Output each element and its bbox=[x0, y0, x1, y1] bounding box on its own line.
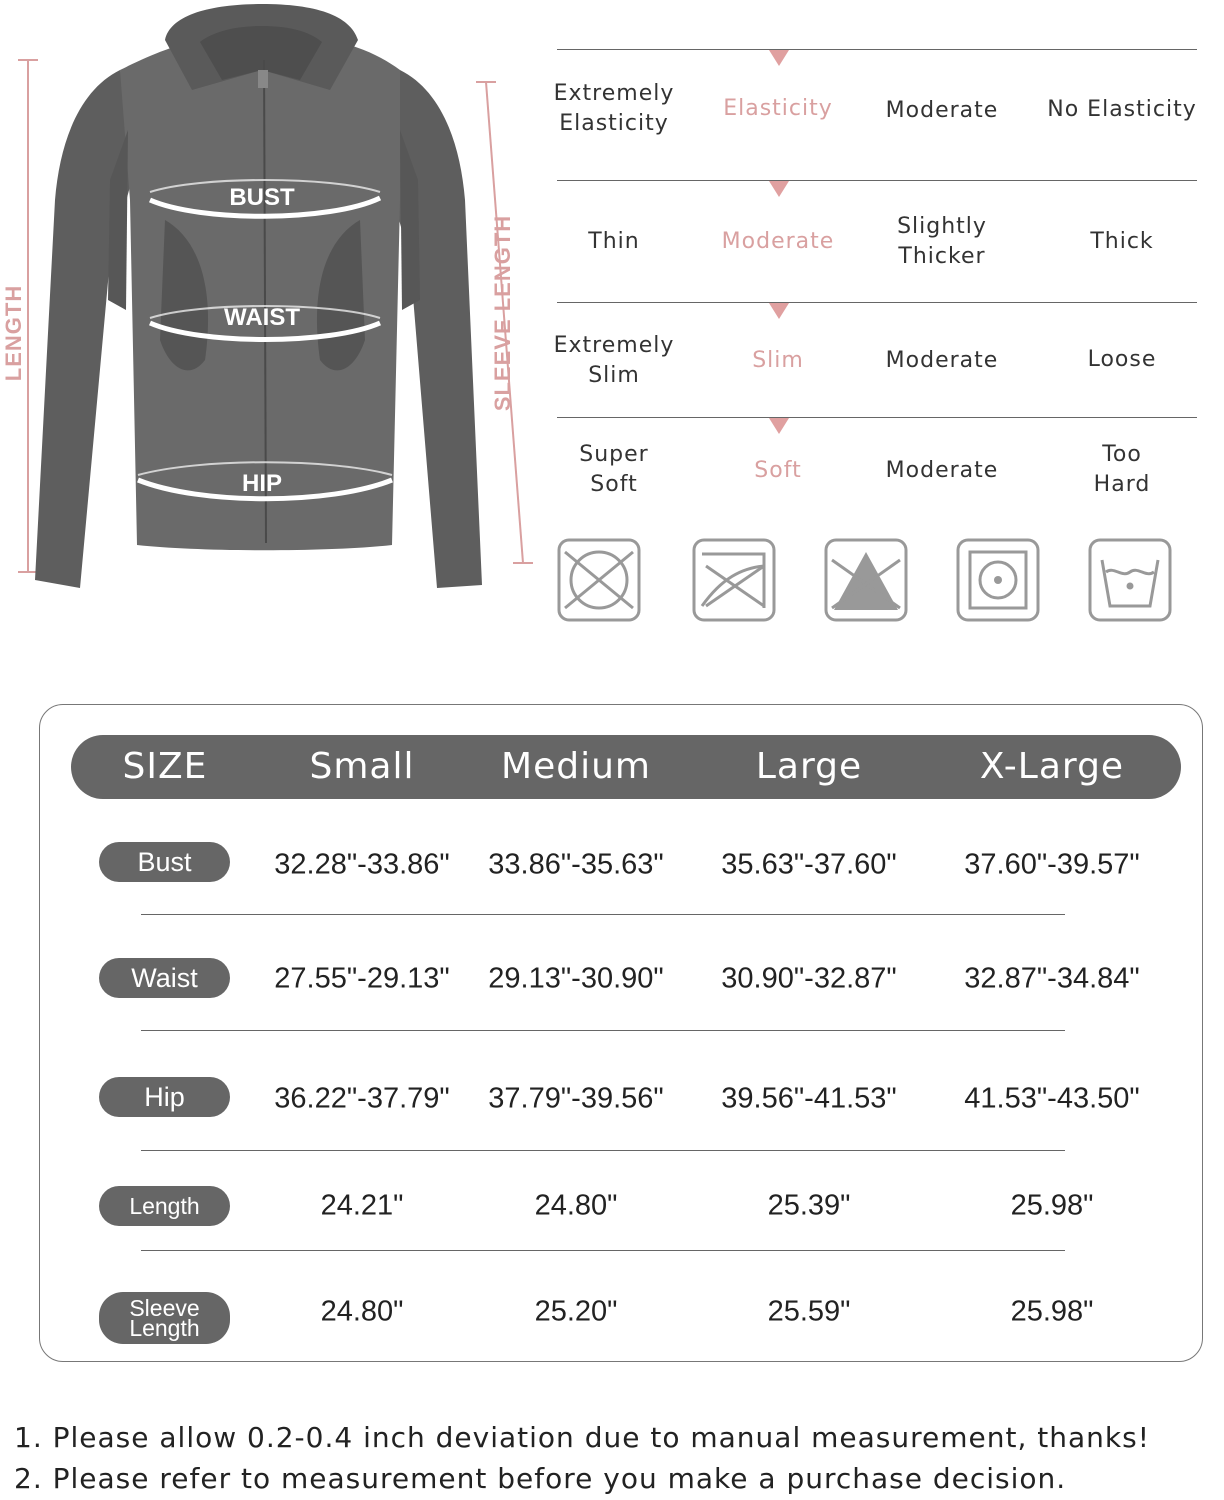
scale-marker bbox=[769, 303, 789, 319]
row-label-bust: Bust bbox=[99, 842, 230, 882]
row-divider bbox=[141, 1030, 1065, 1031]
scale-divider bbox=[557, 417, 1197, 418]
length-label: LENGTH bbox=[1, 284, 27, 382]
header-medium: Medium bbox=[501, 746, 651, 787]
scale-marker bbox=[769, 418, 789, 434]
table-cell: 24.80" bbox=[320, 1295, 404, 1328]
softness-option: Too Hard bbox=[1093, 442, 1151, 497]
fit-option: Extremely Slim bbox=[553, 333, 675, 388]
table-cell: 24.21" bbox=[320, 1189, 404, 1222]
waist-label: WAIST bbox=[224, 304, 300, 331]
size-chart-panel bbox=[39, 704, 1203, 1362]
hip-label: HIP bbox=[241, 470, 282, 497]
elasticity-option: No Elasticity bbox=[1047, 97, 1197, 122]
softness-option: Moderate bbox=[885, 458, 999, 483]
do-not-iron-icon bbox=[692, 538, 776, 622]
softness-option-selected: Soft bbox=[754, 458, 802, 483]
table-cell: 30.90"-32.87" bbox=[721, 962, 897, 995]
elasticity-option: Extremely Elasticity bbox=[553, 81, 675, 136]
scale-marker bbox=[769, 181, 789, 197]
elasticity-option-selected: Elasticity bbox=[723, 96, 833, 121]
table-cell: 32.28"-33.86" bbox=[274, 848, 450, 881]
row-label-hip: Hip bbox=[99, 1077, 230, 1117]
thickness-option: Thick bbox=[1090, 229, 1154, 254]
table-cell: 24.80" bbox=[534, 1189, 618, 1222]
scale-divider bbox=[557, 180, 1197, 181]
softness-option: Super Soft bbox=[579, 442, 649, 497]
row-label-waist: Waist bbox=[99, 958, 230, 998]
jacket-illustration bbox=[0, 0, 540, 600]
note-deviation: 1. Please allow 0.2-0.4 inch deviation due to manual measurement, thanks! bbox=[14, 1421, 1150, 1454]
do-not-tumble-dry-icon bbox=[557, 538, 641, 622]
bust-label: BUST bbox=[229, 184, 295, 211]
hand-wash-icon bbox=[1088, 538, 1172, 622]
row-divider bbox=[141, 1250, 1065, 1251]
table-cell: 25.20" bbox=[534, 1295, 618, 1328]
do-not-bleach-icon bbox=[824, 538, 908, 622]
fit-option-selected: Slim bbox=[752, 348, 804, 373]
header-size: SIZE bbox=[122, 746, 208, 787]
row-divider bbox=[141, 1150, 1065, 1151]
tumble-dry-icon bbox=[956, 538, 1040, 622]
table-cell: 25.98" bbox=[1010, 1295, 1094, 1328]
header-small: Small bbox=[309, 746, 415, 787]
table-cell: 25.59" bbox=[767, 1295, 851, 1328]
note-refer-measurement: 2. Please refer to measurement before you make a purchase decision. bbox=[14, 1462, 1067, 1495]
scale-divider bbox=[557, 302, 1197, 303]
table-cell: 36.22"-37.79" bbox=[274, 1082, 450, 1115]
scale-divider bbox=[557, 49, 1197, 50]
thickness-option: Thin bbox=[588, 229, 640, 254]
row-divider bbox=[141, 914, 1065, 915]
table-cell: 37.79"-39.56" bbox=[488, 1082, 664, 1115]
table-cell: 25.39" bbox=[767, 1189, 851, 1222]
sleeve-length-label: SLEEVE LENGTH bbox=[490, 214, 516, 412]
table-cell: 41.53"-43.50" bbox=[964, 1082, 1140, 1115]
table-cell: 39.56"-41.53" bbox=[721, 1082, 897, 1115]
thickness-option-selected: Moderate bbox=[721, 229, 835, 254]
fit-option: Moderate bbox=[885, 348, 999, 373]
table-cell: 35.63"-37.60" bbox=[721, 848, 897, 881]
fit-option: Loose bbox=[1087, 347, 1157, 372]
table-cell: 27.55"-29.13" bbox=[274, 962, 450, 995]
thickness-option: Slightly Thicker bbox=[897, 214, 987, 269]
header-x-large: X-Large bbox=[979, 746, 1125, 787]
table-cell: 32.87"-34.84" bbox=[964, 962, 1140, 995]
table-cell: 29.13"-30.90" bbox=[488, 962, 664, 995]
elasticity-option: Moderate bbox=[885, 98, 999, 123]
row-label-sleeve-length: Sleeve Length bbox=[99, 1292, 230, 1344]
table-cell: 37.60"-39.57" bbox=[964, 848, 1140, 881]
scale-marker bbox=[769, 50, 789, 66]
table-cell: 25.98" bbox=[1010, 1189, 1094, 1222]
row-label-length: Length bbox=[99, 1186, 230, 1226]
table-cell: 33.86"-35.63" bbox=[488, 848, 664, 881]
header-large: Large bbox=[755, 746, 863, 787]
